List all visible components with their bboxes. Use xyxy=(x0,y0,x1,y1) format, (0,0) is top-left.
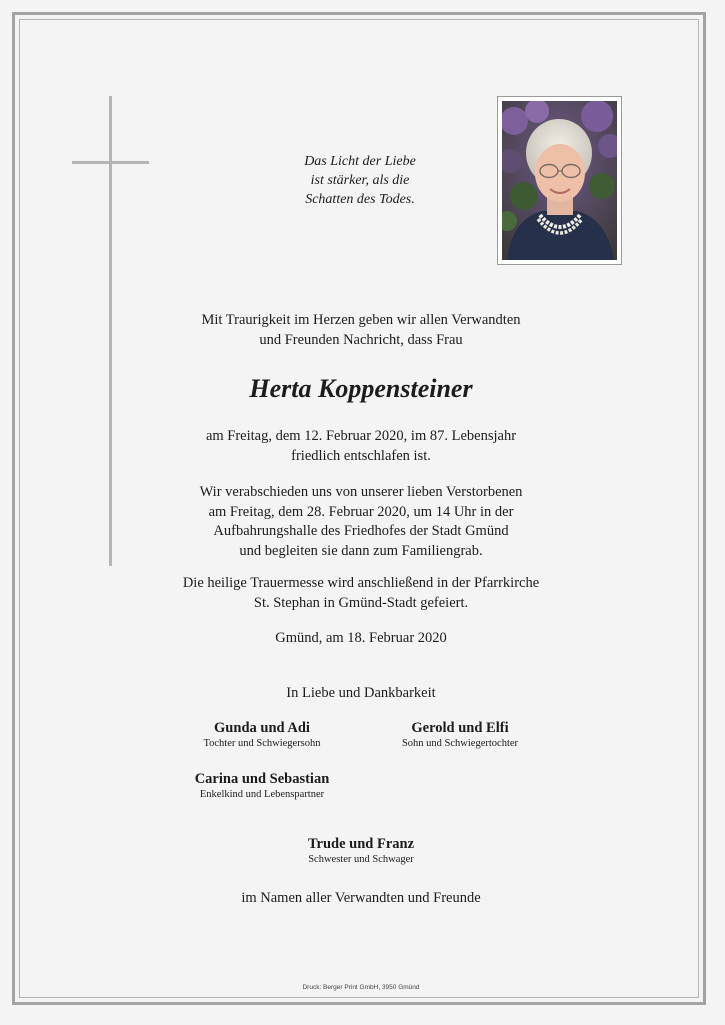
deceased-name: Herta Koppensteiner xyxy=(249,374,473,403)
family-member-relation: Schwester und Schwager xyxy=(308,854,414,865)
family-member-relation: Sohn und Schwiegertochter xyxy=(401,738,519,749)
family-member xyxy=(350,719,570,751)
quote-line: ist stärker, als die xyxy=(310,173,410,188)
mass-line: St. Stephan in Gmünd-Stadt gefeiert. xyxy=(253,594,469,611)
portrait-photo xyxy=(497,96,622,265)
quote-line: Schatten des Todes. xyxy=(305,192,415,207)
mass-text xyxy=(120,574,602,613)
family-member xyxy=(152,719,372,751)
farewell-text xyxy=(120,483,602,561)
portrait-image xyxy=(502,101,617,260)
death-notice-line: am Freitag, dem 12. Februar 2020, im 87. Lebensjahr xyxy=(205,428,517,444)
quote xyxy=(240,152,480,209)
family-member-name: Trude und Franz xyxy=(307,836,415,852)
death-notice xyxy=(120,427,602,466)
family-member-name: Gunda und Adi xyxy=(214,720,310,736)
farewell-line: Aufbahrungshalle des Friedhofes der Stadt Gmünd xyxy=(213,523,509,539)
family-member xyxy=(251,835,471,867)
intro-line: und Freunden Nachricht, dass Frau xyxy=(259,331,463,348)
farewell-line: am Freitag, dem 28. Februar 2020, um 14 Uhr in der xyxy=(208,503,514,520)
death-notice-line: friedlich entschlafen ist. xyxy=(291,447,431,464)
gratitude-line: In Liebe und Dankbarkeit xyxy=(286,685,436,701)
family-member xyxy=(152,770,372,802)
intro-text xyxy=(120,311,602,350)
printer-credit: Druck: Berger Print GmbH, 3950 Gmünd xyxy=(302,984,420,991)
family-member-relation: Tochter und Schwiegersohn xyxy=(203,738,321,749)
mass-line: Die heilige Trauermesse wird anschließend in der Pfarrkirche xyxy=(182,575,540,591)
intro-line: Mit Traurigkeit im Herzen geben wir allen Verwandten xyxy=(201,312,521,328)
farewell-line: und begleiten sie dann zum Familiengrab. xyxy=(239,542,483,559)
family-member-name: Gerold und Elfi xyxy=(411,720,509,736)
family-member-relation: Enkelkind und Lebenspartner xyxy=(199,789,325,800)
place-date: Gmünd, am 18. Februar 2020 xyxy=(275,630,447,646)
family-member-name: Carina und Sebastian xyxy=(194,771,330,787)
closing-line: im Namen aller Verwandten und Freunde xyxy=(241,890,481,906)
quote-line: Das Licht der Liebe xyxy=(304,154,416,169)
farewell-line: Wir verabschieden uns von unserer lieben Verstorbenen xyxy=(199,484,523,500)
